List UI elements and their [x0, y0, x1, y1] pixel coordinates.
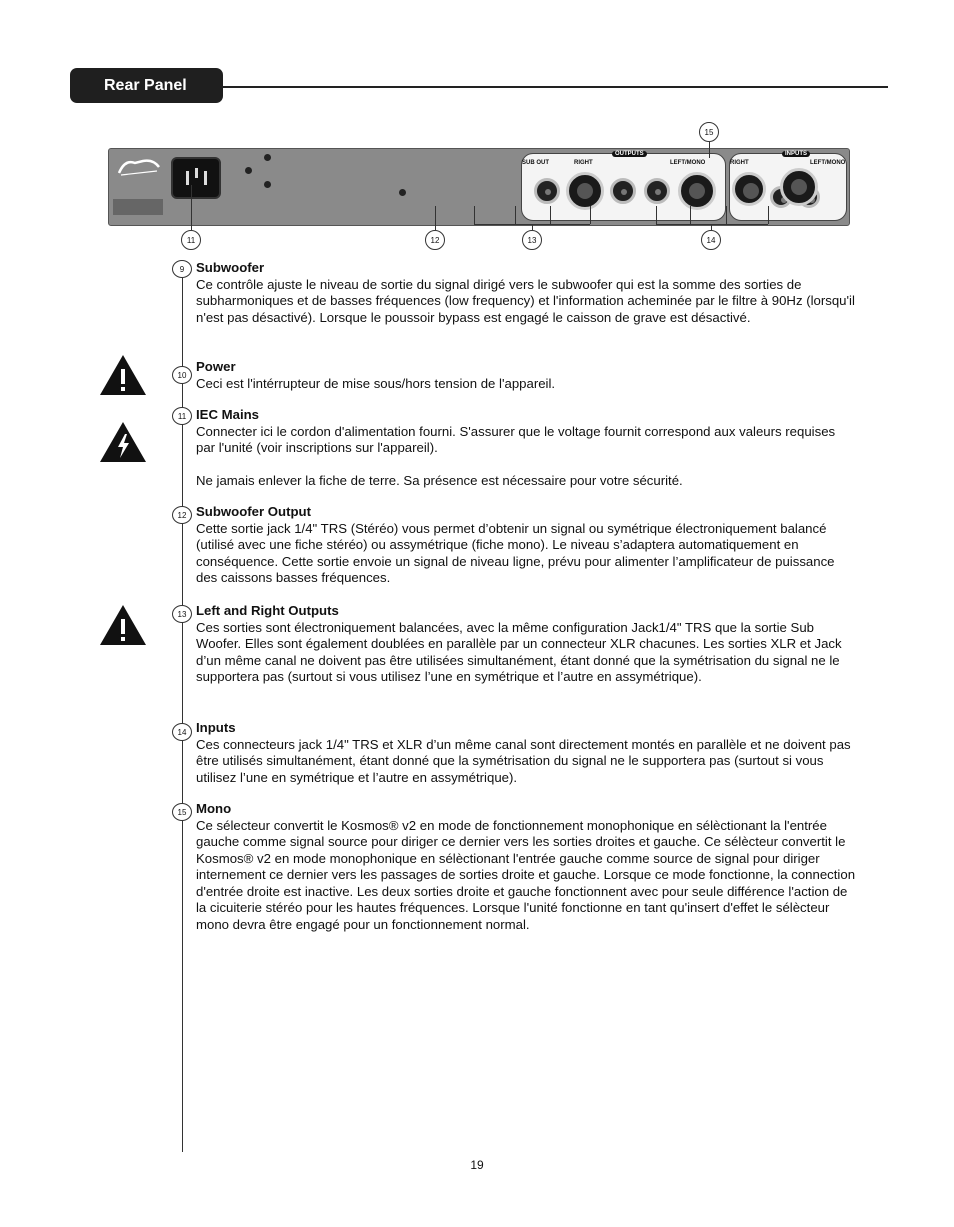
label-outputs: OUTPUTS	[612, 151, 647, 157]
sub-out-jack-icon	[534, 178, 560, 204]
section-iec-mains	[196, 407, 856, 490]
section-paragraph: Ce sélecteur convertit le Kosmos® v2 en mode de fonctionnement monophonique en sélèctionant la l'entrée gauche comme signal source pour diriger ce dernier vers les sorties droites et gauche. Ce sélècteur convertit le Kosmos® v2 en mode monophonique en sélèctionant l'entrée gauche comme source de signal pour diriger internement ce dernier vers les passages de sorties droite et gauche. Lorsque ce mode fonctionne, la connection d'entrée droite est inactive. Les deux sorties droite et gauche fonctionnent avec pour seule différence l'action de la cicuiterie stéréo pour les hautes fréquences. Lorsque l'unité fonctionne en tant qu'insert d'effet le sélècteur mono devra être engagé pour un fonctionnement normal.	[196, 817, 856, 932]
left-out-xlr-icon	[678, 172, 716, 210]
section-title: Left and Right Outputs	[196, 603, 339, 618]
screw-icon	[264, 181, 271, 188]
leader-line	[474, 224, 590, 225]
outputs-panel-section	[521, 153, 726, 221]
leader-line	[474, 206, 475, 224]
leader-line	[590, 206, 591, 224]
callout-15: 15	[699, 122, 719, 142]
section-paragraph: Cette sortie jack 1/4" TRS (Stéréo) vous permet d’obtenir un signal ou symétrique électroniquement balancé (utilisé avec une fiche stéréo) ou assymétrique (fiche mono). Le niveau s’adaptera automatiquement en conséquence. Cette sortie envoie un signal de niveau ligne, prévu pour alimenter l’amplificateur de puissance des caissons basses fréquences.	[196, 520, 835, 585]
left-out-jack-icon	[644, 178, 670, 204]
right-in-xlr-icon	[732, 172, 766, 206]
section-number-badge: 9	[172, 260, 192, 278]
section-subwoofer-output	[196, 504, 856, 587]
screw-icon	[245, 167, 252, 174]
page-number: 19	[470, 1158, 484, 1172]
warning-electric-shock-icon	[98, 420, 148, 464]
caution-label-icon	[113, 199, 163, 215]
section-inputs	[196, 720, 856, 786]
peavey-logo-icon	[115, 157, 163, 179]
right-out-jack-icon	[610, 178, 636, 204]
leader-line	[191, 185, 192, 230]
section-title: Subwoofer Output	[196, 504, 312, 519]
section-number-badge: 15	[172, 803, 192, 821]
section-paragraph: Connecter ici le cordon d'alimentation fourni. S'assurer que le voltage fournit correspond aux valeurs requises par l'unité (voir inscriptions sur l'appareil).	[196, 423, 836, 455]
section-title: Power	[196, 359, 236, 374]
header-rule	[222, 86, 888, 88]
section-number-badge: 11	[172, 407, 192, 425]
leader-line	[690, 206, 691, 224]
section-paragraph: Ce contrôle ajuste le niveau de sortie du signal dirigé vers le subwoofer qui est la somme des sorties de subharmoniques et de basses fréquences (low frequency) et l'information acheminée par le filtre à 90Hz (lorsqu'il n'est pas désactivé). Lorsque le poussoir bypass est engagé le caisson de grave est désactivé.	[196, 276, 855, 325]
warning-exclamation-icon	[98, 353, 148, 397]
screw-icon	[399, 189, 406, 196]
leader-line	[515, 206, 516, 224]
section-left-right-outputs	[196, 603, 856, 686]
label-left-mono-in: LEFT/MONO	[810, 160, 846, 166]
label-right-in: RIGHT	[730, 160, 749, 166]
callout-12: 12	[425, 230, 445, 250]
section-subwoofer	[196, 260, 856, 326]
label-inputs: INPUTS	[782, 151, 810, 157]
label-sub-out: SUB OUT	[522, 160, 549, 166]
page-title: Rear Panel	[104, 77, 187, 94]
rear-panel-illustration	[108, 148, 850, 226]
section-power	[196, 359, 856, 392]
callout-14: 14	[701, 230, 721, 250]
leader-line	[656, 224, 768, 225]
section-title: Mono	[196, 801, 232, 816]
section-number-badge: 13	[172, 605, 192, 623]
leader-line	[435, 206, 436, 230]
section-title: Subwoofer	[196, 260, 265, 275]
section-number-badge: 10	[172, 366, 192, 384]
screw-icon	[264, 154, 271, 161]
leader-line	[726, 206, 727, 224]
label-right-out: RIGHT	[574, 160, 593, 166]
callout-11: 11	[181, 230, 201, 250]
left-in-xlr-icon	[780, 168, 818, 206]
section-title: Inputs	[196, 720, 236, 735]
section-title: IEC Mains	[196, 407, 260, 422]
section-mono	[196, 801, 856, 933]
label-left-mono-out: LEFT/MONO	[670, 160, 706, 166]
callout-13: 13	[522, 230, 542, 250]
section-number-badge: 14	[172, 723, 192, 741]
section-paragraph: Ceci est l'intérrupteur de mise sous/hors tension de l'appareil.	[196, 375, 556, 391]
section-header-tab	[70, 68, 223, 103]
leader-line	[550, 206, 551, 224]
section-paragraph: Ces sorties sont électroniquement balancées, avec la même configuration Jack1/4" TRS que la sortie Sub Woofer. Elles sont également doublées en parallèle par un connecteur XLR chacunes. Les sorties XLR et Jack d’un même canal ne doivent pas être utilisées simultanément, étant donné que la symétrisation du signal ne le supportera pas (surtout si vous utilisez l’une en symétrique et l’autre en assymétrique).	[196, 619, 842, 684]
section-paragraph: Ces connecteurs jack 1/4" TRS et XLR d’un même canal sont directement montés en parallèle et ne doivent pas être utilisés simultanément, étant donné que la symétrisation du signal ne le supportera pas (surtout si vous utilisez l’une en symétrique et l’autre en assymétrique).	[196, 736, 851, 785]
section-paragraph: Ne jamais enlever la fiche de terre. Sa présence est nécessaire pour votre sécurité.	[196, 473, 683, 488]
section-number-badge: 12	[172, 506, 192, 524]
leader-line	[709, 142, 710, 158]
leader-line	[768, 206, 769, 224]
right-out-xlr-icon	[566, 172, 604, 210]
iec-socket-icon	[171, 157, 221, 199]
leader-line	[656, 206, 657, 224]
warning-exclamation-icon	[98, 603, 148, 647]
